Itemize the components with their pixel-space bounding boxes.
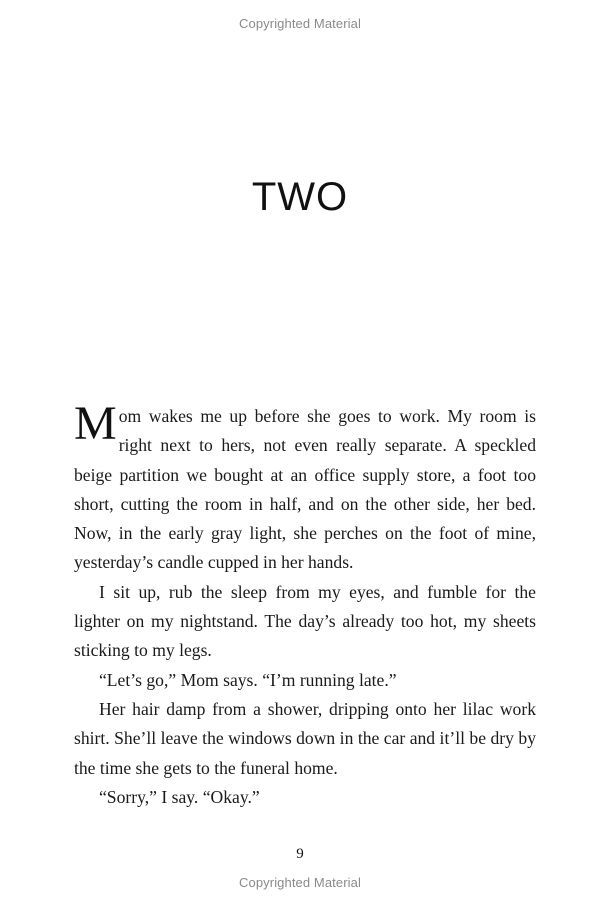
copyright-watermark-top: Copyrighted Material xyxy=(239,16,361,31)
chapter-title: TWO xyxy=(251,175,349,219)
page-number: 9 xyxy=(296,846,304,862)
copyright-watermark-bottom: Copyrighted Material xyxy=(239,875,361,890)
drop-cap: M xyxy=(74,397,117,450)
paragraph-1 xyxy=(74,397,536,578)
paragraph-5: “Sorry,” I say. “Okay.” xyxy=(99,786,260,807)
paragraph-3: “Let’s go,” Mom says. “I’m running late.” xyxy=(99,669,397,690)
chapter-body xyxy=(74,397,536,812)
paragraph-2: I sit up, rub the sleep from my eyes, and fumble for the lighter on my nightstand. The day’s already too hot, my sheets sticking to my legs. xyxy=(74,581,536,661)
paragraph-4: Her hair damp from a shower, dripping onto her lilac work shirt. She’ll leave the windows down in the car and it’ll be dry by the time she gets to the funeral home. xyxy=(74,698,536,778)
paragraph-1-text: om wakes me up before she goes to work. My room is right next to hers, not even really separate. A speckled beige partition we bought at an office supply store, a foot too short, cutting the room in half, and on the other side, her bed. Now, in the early gray light, she perches on the foot of mine, yesterday’s candle cupped in her hands. xyxy=(74,406,536,573)
